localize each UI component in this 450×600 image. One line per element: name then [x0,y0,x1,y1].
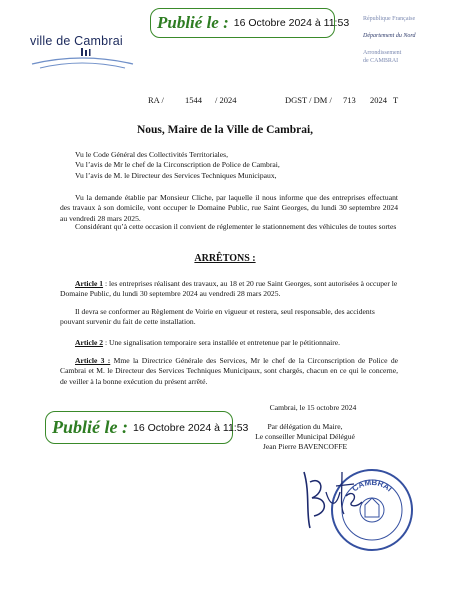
ref-dgst-number: 713 [343,95,356,105]
seal-text: CAMBRAI [350,477,394,494]
signature-line2: Le conseiller Municipal Délégué [255,431,355,441]
ref-ra-number: 1544 [185,95,202,105]
paragraph-demande: Vu la demande établie par Monsieur Cliche, par laquelle il nous informe que des entreprises effectuant des travaux à son domicile, vont occuper le Domaine Public, rue Saint Georges, du lundi 30 septembre 2024 au vendredi 28 mars 2025. [60,193,398,223]
article-2-text: : Une signalisation temporaire sera installée et entretenue par le pétitionnaire. [103,338,341,347]
header-administrative-info [363,16,448,65]
signature-line3: Jean Pierre BAVENCOFFE [262,441,348,451]
ref-ra: RA / [148,95,164,105]
vu-item: Vu le Code Général des Collectivités Territoriales, [75,150,229,159]
document-title: Nous, Maire de la Ville de Cambrai, [136,124,314,136]
article-1-label: Article 1 [75,279,104,288]
vus-list [75,150,395,181]
article-3 [60,356,398,387]
stamp-label: Publié le : [157,13,229,32]
republique-label: République Française [363,16,416,22]
signature-block [240,422,370,452]
publication-stamp-top [150,8,350,38]
cambrai-logo [30,34,135,72]
stamp-date: 16 Octobre 2024 à 11:53 [132,421,249,434]
vu-item: Vu l’avis de M. le Directeur des Services Techniques Municipaux, [75,170,277,180]
article-3-label: Article 3 : [75,356,111,365]
arretons-heading: ARRÊTONS : [194,253,256,264]
handwritten-signature-icon [296,462,366,532]
publication-stamp-bottom [45,411,249,444]
departement-label: Département du Nord [363,32,416,39]
article-1 [60,279,398,300]
logo-text: ville de Cambrai [30,34,123,48]
article-2-label: Article 2 [75,338,104,347]
arrondissement-line1: Arrondissement [363,50,402,56]
ref-dgst-year: 2024 [370,95,387,105]
article-3-text: Mme la Directrice Générale des Services, Mr le chef de la Circonscription de Police de Cambrai et M. le Directeur des Services Techniques Municipaux, sont chargés, chacun en ce qui le concerne, de veiller à la bonne exécution du présent arrêté. [60,356,398,386]
paragraph-considerant: Considérant qu’à cette occasion il convient de réglementer le stationnement des véhicules de toutes sortes [75,222,397,231]
article-1-text: : les entreprises réalisant des travaux, au 18 et 20 rue Saint Georges, sont autorisées à occuper le Domaine Public, du lundi 30 septembre 2024 au vendredi 28 mars 2025. [60,279,398,299]
ref-ra-year: / 2024 [215,95,237,105]
article-2 [60,338,398,348]
arrondissement-line2: de CAMBRAI [363,57,399,64]
vu-item: Vu l’avis de Mr le chef de la Circonscription de Police de Cambrai, [75,160,280,170]
article-1-continuation: Il devra se conformer au Règlement de Voirie en vigueur et restera, seul responsable, des accidents pouvant survenir du fait de cette installation. [60,307,375,327]
stamp-date: 16 Octobre 2024 à 11:53 [233,17,350,29]
ref-dgst-suffix: T [393,95,399,105]
ref-dgst: DGST / DM / [285,95,332,105]
signature-line1: Par délégation du Maire, [267,422,343,431]
logo-emblem-icon [30,48,135,70]
signature-date: Cambrai, le 15 octobre 2024 [269,403,357,412]
stamp-label: Publié le : [52,417,128,437]
